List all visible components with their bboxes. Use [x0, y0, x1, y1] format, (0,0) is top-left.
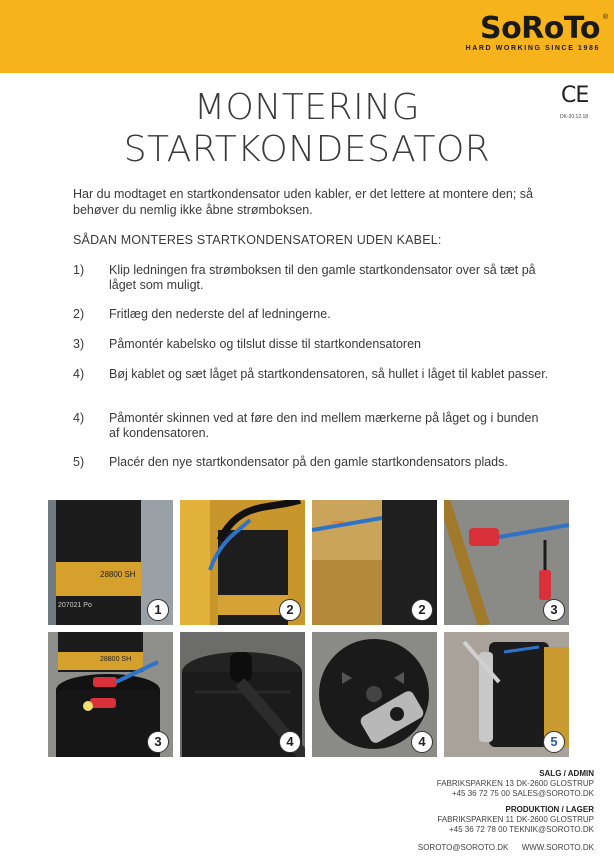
step-badge: 3	[147, 731, 169, 753]
step-photo	[180, 632, 305, 757]
production-address: FABRIKSPARKEN 11 DK-2600 GLOSTRUP	[437, 815, 594, 824]
step-badge: 5	[543, 731, 565, 753]
step-badge: 4	[411, 731, 433, 753]
step-text: Bøj kablet og sæt låget på startkondensatoren, så hullet i låget til kablet passer.	[109, 367, 549, 381]
step-number: 1)	[73, 263, 85, 277]
step-badge: 4	[279, 731, 301, 753]
step-badge: 3	[543, 599, 565, 621]
capacitor-label: 28800 SH	[100, 570, 136, 579]
step-photo	[48, 500, 173, 625]
title-line-2: STARTKONDESATOR	[123, 129, 491, 170]
ce-mark: CE	[561, 83, 589, 108]
step-photo	[312, 632, 437, 757]
step-photo	[48, 632, 173, 757]
capacitor-code: 207021 Po	[58, 602, 92, 609]
document-code: DK-20.12.18	[560, 114, 589, 120]
instructions-heading: SÅDAN MONTERES STARTKONDENSATOREN UDEN KABEL:	[73, 233, 442, 247]
step-number: 3)	[73, 337, 85, 351]
step-text: Placér den nye startkondensator på den gamle startkondensators plads.	[109, 455, 508, 469]
step-badge: 2	[411, 599, 433, 621]
general-contact: SOROTO@SOROTO.DK WWW.SOROTO.DK	[417, 843, 594, 852]
sales-heading: SALG / ADMIN	[539, 769, 594, 778]
production-heading: PRODUKTION / LAGER	[505, 805, 594, 814]
step-photo	[444, 632, 569, 757]
step-photo	[312, 500, 437, 625]
header-bar	[0, 0, 614, 73]
step-text: Fritlæg den nederste del af ledningerne.	[109, 307, 331, 321]
step-text: Klip ledningen fra strømboksen til den gamle startkondensator over så tæt på låget som muligt.	[109, 263, 536, 292]
sales-contact-block	[437, 769, 594, 799]
step-badge: 1	[147, 599, 169, 621]
step-photo	[180, 500, 305, 625]
sales-address: FABRIKSPARKEN 13 DK-2600 GLOSTRUP	[436, 779, 594, 788]
production-contact-block	[437, 805, 594, 835]
soroto-logo	[465, 11, 608, 52]
step-number: 4)	[73, 367, 85, 381]
step-number: 4)	[73, 411, 85, 425]
capacitor-label: 28800 SH	[100, 656, 132, 663]
logo-wordmark: SoRoTo	[479, 11, 600, 46]
step-text: Påmontér kabelsko og tilslut disse til startkondensatoren	[109, 337, 421, 351]
step-badge: 2	[279, 599, 301, 621]
step-number: 2)	[73, 307, 85, 321]
logo-tagline: HARD WORKING SINCE 1986	[465, 45, 600, 52]
step-text: Påmontér skinnen ved at føre den ind mellem mærkerne på låget og i bunden af kondensatoren.	[109, 411, 539, 440]
step-number: 5)	[73, 455, 85, 469]
intro-paragraph: Har du modtaget en startkondensator uden kabler, er det lettere at montere den; så behøver du nemlig ikke åbne strømboksen.	[73, 187, 534, 217]
step-photo	[444, 500, 569, 625]
registered-mark: ®	[602, 14, 608, 21]
production-phone-email: +45 36 72 78 00 TEKNIK@SOROTO.DK	[448, 825, 594, 834]
sales-phone-email: +45 36 72 75 00 SALES@SOROTO.DK	[451, 789, 594, 798]
title-line-1: MONTERING	[193, 87, 421, 128]
